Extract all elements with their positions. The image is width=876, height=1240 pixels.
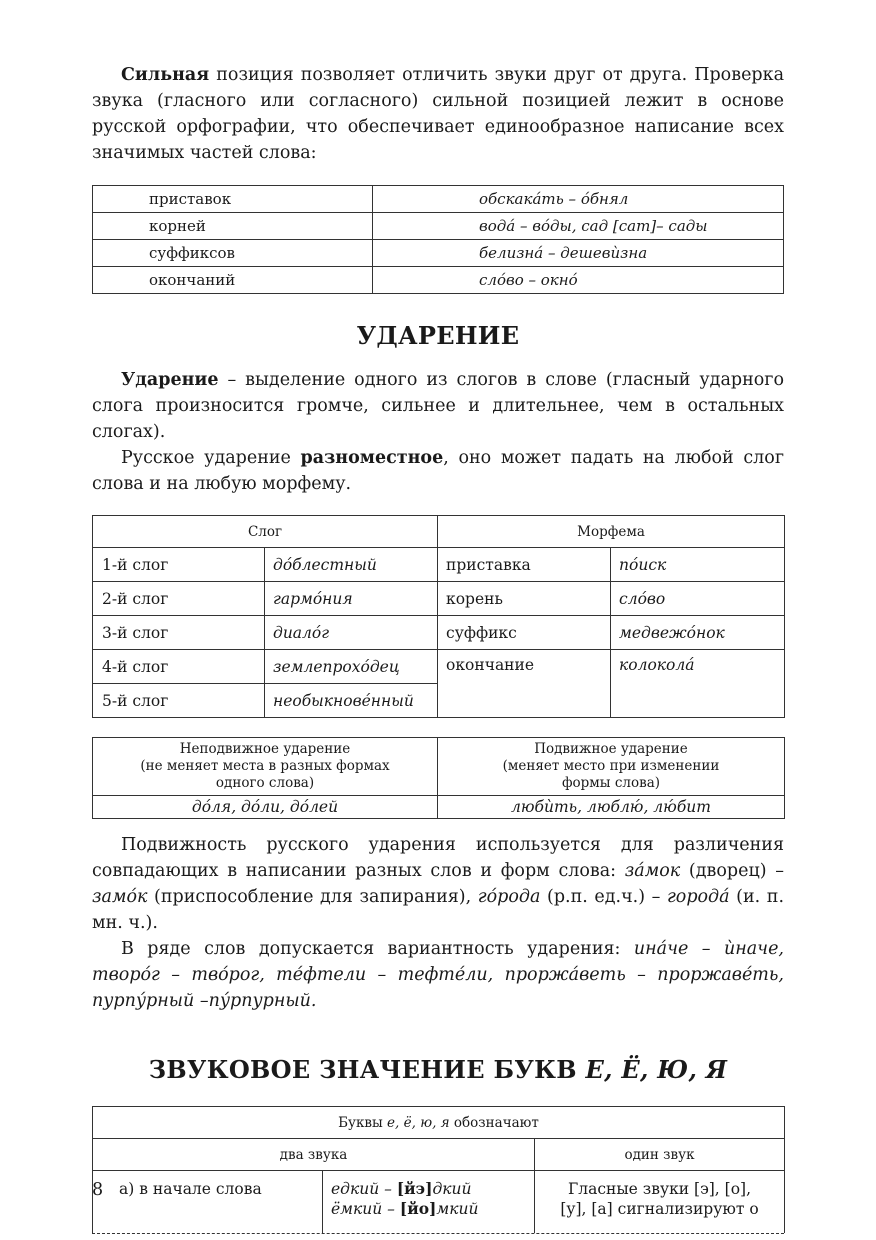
case-a-examples <box>323 1171 535 1234</box>
cut-line <box>92 1233 784 1234</box>
text-span: Подвижность русского ударения используется для различения совпадающих в написании разных слов и форм слова: <box>92 835 784 881</box>
stress-p2-bold: разноместное <box>300 448 444 468</box>
fixed-stress-desc1: (не меняет места в разных формах <box>140 758 390 774</box>
syllable-label: 5-й слог <box>93 684 265 718</box>
syllable-label: 3-й слог <box>93 616 265 650</box>
text-span: обозначают <box>449 1114 539 1131</box>
table-row <box>93 650 785 684</box>
example-word: гóрода <box>477 887 541 907</box>
syllable-example: землепрохóдец <box>265 650 438 684</box>
table-row <box>93 1171 785 1234</box>
part-cell: приставок <box>93 186 373 213</box>
morpheme-example: колоколá <box>611 650 785 718</box>
table-row <box>93 796 785 819</box>
word-parts-table <box>92 185 784 294</box>
text-span: В ряде слов допускается вариантность ударения: <box>121 939 634 959</box>
table-header-row <box>93 1139 785 1171</box>
stress-section-title: УДАРЕНИЕ <box>356 321 520 350</box>
syllable-label: 2-й слог <box>93 582 265 616</box>
table-row <box>93 240 784 267</box>
fixed-stress-title: Неподвижное ударение <box>179 741 351 757</box>
table-header-row <box>93 1107 785 1139</box>
paragraph-variant-stress <box>92 936 784 1014</box>
letters-header <box>93 1107 785 1139</box>
morpheme-header: Морфема <box>438 516 785 548</box>
example-cell: водá – вóды, сад [сат]– сады <box>373 213 784 240</box>
syllable-label: 1-й слог <box>93 548 265 582</box>
two-sounds-header: два звука <box>93 1139 535 1171</box>
mobile-stress-header <box>438 738 785 796</box>
syllable-label: 4-й слог <box>93 650 265 684</box>
morpheme-label: корень <box>438 582 611 616</box>
text-span: ёмкий – <box>331 1200 400 1218</box>
page-number: 8 <box>92 1180 104 1200</box>
text-span: едкий – <box>331 1180 397 1198</box>
mobile-stress-title: Подвижное ударение <box>534 741 688 757</box>
stress-mobility-table <box>92 737 785 819</box>
stress-p2-start: Русское ударение <box>121 448 301 468</box>
example-cell: обскакáть – óбнял <box>373 186 784 213</box>
table-row <box>93 548 785 582</box>
text-span: Буквы <box>338 1114 388 1131</box>
example-cell: белизнá – дешевѝзна <box>373 240 784 267</box>
title-letters: Е, Ё, Ю, Я <box>585 1055 728 1084</box>
text-span: (приспособление для запирания), <box>147 887 478 907</box>
example-word: городá <box>666 887 730 907</box>
syllable-example: гармóния <box>265 582 438 616</box>
table-row <box>93 582 785 616</box>
syllable-header: Слог <box>93 516 438 548</box>
text-span: дкий <box>432 1180 472 1198</box>
stress-definition-text: – выделение одного из слогов в слове (гласный ударного слога произносится громче, сильнее и длительнее, чем в остальных слогах). <box>92 370 784 442</box>
part-cell: окончаний <box>93 267 373 294</box>
morpheme-example: слóво <box>611 582 785 616</box>
letters-italic: е, ё, ю, я <box>387 1114 450 1131</box>
fixed-stress-desc2: одного слова) <box>215 775 315 791</box>
mobile-stress-desc1: (меняет место при изменении <box>502 758 720 774</box>
mobile-stress-example: любѝть, люблю́, лю́бит <box>438 796 785 819</box>
text-span: (дворец) – <box>680 861 784 881</box>
example-words: инáче – ѝначе, творóг – твóрог, тéфтели – тефтéли, проржáветь – проржавéть, пурпу́рный –пу́рпурный. <box>92 939 784 1011</box>
stress-definition <box>92 367 784 445</box>
stress-position-table <box>92 515 785 718</box>
transcription: [йо] <box>399 1199 437 1218</box>
paragraph-mobility-usage <box>92 832 784 936</box>
text-span: [у], [а] сигнализируют о <box>560 1200 759 1218</box>
text-span: мкий <box>436 1200 479 1218</box>
transcription: [йэ] <box>396 1179 433 1198</box>
stress-p2-end: , оно может падать на любой слог слова и на любую морфему. <box>92 448 784 494</box>
title-text: ЗВУКОВОЕ ЗНАЧЕНИЕ БУКВ <box>148 1055 586 1084</box>
example-word: зáмок <box>624 861 681 881</box>
example-cell: слóво – окнó <box>373 267 784 294</box>
mobile-stress-desc2: формы слова) <box>561 775 661 791</box>
morpheme-label: суффикс <box>438 616 611 650</box>
table-row <box>93 267 784 294</box>
intro-bold-word: Сильная <box>121 65 210 85</box>
intro-text: позиция позволяет отличить звуки друг от друга. Проверка звука (гласного или согласного) сильной позицией лежит в основе русской орфографии, что обеспечивает единообразное написание всех значимых частей слова: <box>92 65 784 163</box>
part-cell: суффиксов <box>93 240 373 267</box>
syllable-example: необыкновéнный <box>265 684 438 718</box>
table-header-row <box>93 738 785 796</box>
morpheme-example: пóиск <box>611 548 785 582</box>
example-word: замóк <box>92 887 148 907</box>
one-sound-cell <box>535 1171 785 1234</box>
page-content <box>92 62 784 1234</box>
part-cell: корней <box>93 213 373 240</box>
syllable-example: дóблестный <box>265 548 438 582</box>
stress-paragraph-2 <box>92 445 784 497</box>
fixed-stress-example: дóля, дóли, дóлей <box>93 796 438 819</box>
text-span: (и. п. мн. ч.). <box>92 887 785 933</box>
case-a-cell: а) в начале слова <box>93 1171 323 1234</box>
intro-paragraph <box>92 62 784 166</box>
letters-section-title <box>92 1055 784 1084</box>
table-row <box>93 213 784 240</box>
morpheme-label: окончание <box>438 650 611 718</box>
syllable-example: диалóг <box>265 616 438 650</box>
table-header-row <box>93 516 785 548</box>
table-row <box>93 186 784 213</box>
stress-definition-term: Ударение <box>121 370 219 390</box>
one-sound-header: один звук <box>535 1139 785 1171</box>
morpheme-example: медвежóнок <box>611 616 785 650</box>
fixed-stress-header <box>93 738 438 796</box>
letters-sound-table <box>92 1106 785 1233</box>
table-row <box>93 616 785 650</box>
morpheme-label: приставка <box>438 548 611 582</box>
text-span: (р.п. ед.ч.) – <box>540 887 667 907</box>
text-span: Гласные звуки [э], [о], <box>567 1180 752 1198</box>
